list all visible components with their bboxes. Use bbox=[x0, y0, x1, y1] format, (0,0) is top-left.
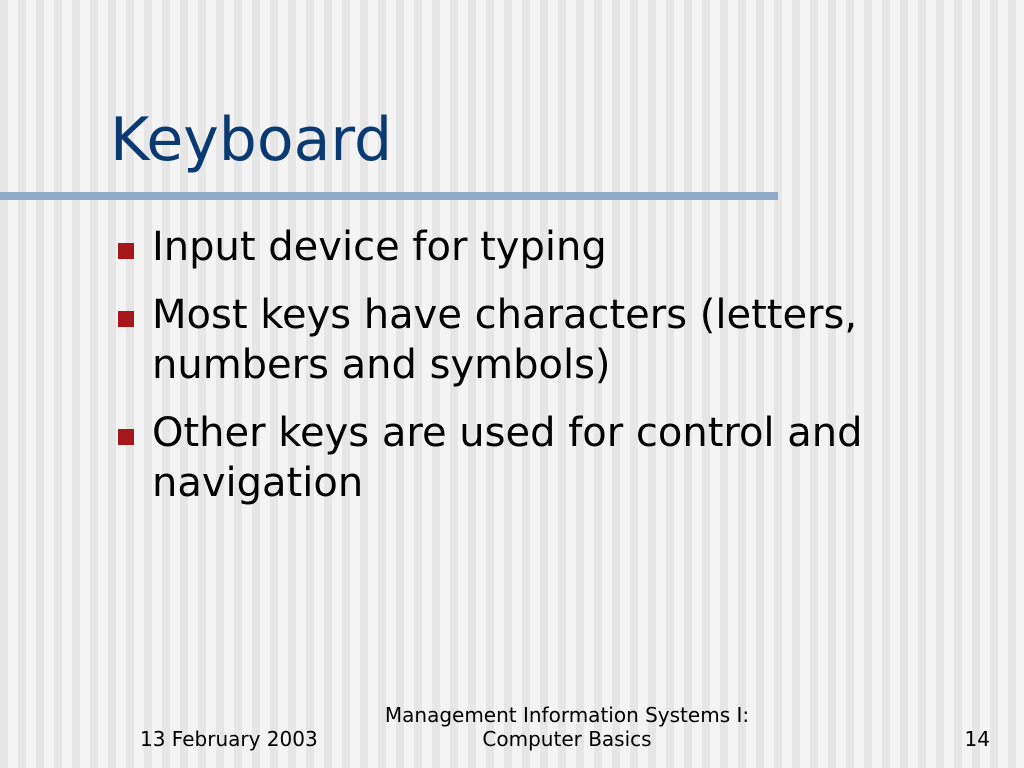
square-bullet-icon bbox=[118, 311, 134, 327]
page-number: 14 bbox=[964, 727, 990, 751]
footer-course-line-1: Management Information Systems I: bbox=[384, 703, 750, 727]
title-divider bbox=[0, 192, 778, 200]
square-bullet-icon bbox=[118, 243, 134, 259]
footer-date: 13 February 2003 bbox=[140, 727, 318, 751]
bullet-text: Other keys are used for control and navigation bbox=[152, 410, 863, 506]
footer-course-line-2: Computer Basics bbox=[482, 727, 652, 751]
square-bullet-icon bbox=[118, 429, 134, 445]
bullet-item bbox=[112, 408, 1002, 508]
bullet-item bbox=[112, 290, 1002, 390]
bullet-text: Most keys have characters (letters, numbers and symbols) bbox=[152, 292, 858, 388]
bullet-item bbox=[112, 222, 1002, 272]
footer-course-title bbox=[360, 703, 774, 751]
slide-title: Keyboard bbox=[110, 105, 393, 175]
bullet-text: Input device for typing bbox=[152, 224, 607, 270]
bullet-list bbox=[112, 222, 1002, 526]
